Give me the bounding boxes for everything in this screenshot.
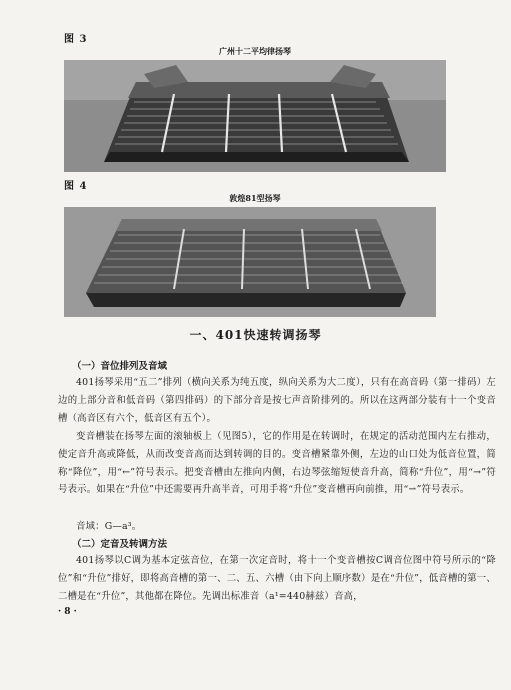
yangqin-guangzhou-image — [64, 60, 446, 172]
figure-3-caption: 广州十二平均律扬琴 — [219, 46, 291, 56]
paragraph-3: 401扬琴以C调为基本定弦音位，在第一次定音时，将十一个变音槽按C调音位图中符号所示的“降位”和“升位”排好，即将高音槽的第一、二、五、六槽（由下向上顺序数）是在“升位”，低音槽的第一、二槽是在“升位”，其他都在降位。先调出标准音（a¹=440赫兹）音高， — [58, 555, 496, 602]
range-line: 音域：G—a³。 — [76, 521, 142, 532]
figure-4-caption: 敦煌81型扬琴 — [229, 193, 281, 203]
subheading-1: （一）音位排列及音域 — [72, 361, 168, 372]
figure-4-photo — [64, 207, 436, 317]
subheading-2: （二）定音及转调方法 — [72, 539, 168, 550]
page-number: · 8 · — [58, 607, 77, 617]
figure-4-label: 图 4 — [64, 181, 88, 192]
yangqin-dunhuang-image — [64, 207, 436, 317]
section-title: 一、401快速转调扬琴 — [189, 328, 322, 342]
paragraph-2: 变音槽装在扬琴左面的滚轴板上（见图5），它的作用是在转调时，在规定的活动范围内左右推动，使定音升高或降低，从而改变音高而达到转调的目的。变音槽紧靠外侧，左边的山口处为低音位置，简称“降位”，用“←”符号表示。把变音槽由左推向内侧，右边琴弦缩短使音升高，简称“升位”，用“→”符号表示。如果在“升位”中还需要再升高半音，可用手将“升位”变音槽再向前推，用“⇀”符号表示。 — [58, 431, 496, 496]
paragraph-1: 401扬琴采用“五二”排列（横向关系为纯五度，纵向关系为大二度），只有在高音码（第一排码）左边的上部分音和低音码（第四排码）的下部分音是按七声音阶排列的。所以在这两部分装有十一个变音槽（高音区有六个，低音区有五个）。 — [58, 377, 496, 424]
figure-3-label: 图 3 — [64, 34, 88, 45]
figure-3-photo — [64, 60, 446, 172]
